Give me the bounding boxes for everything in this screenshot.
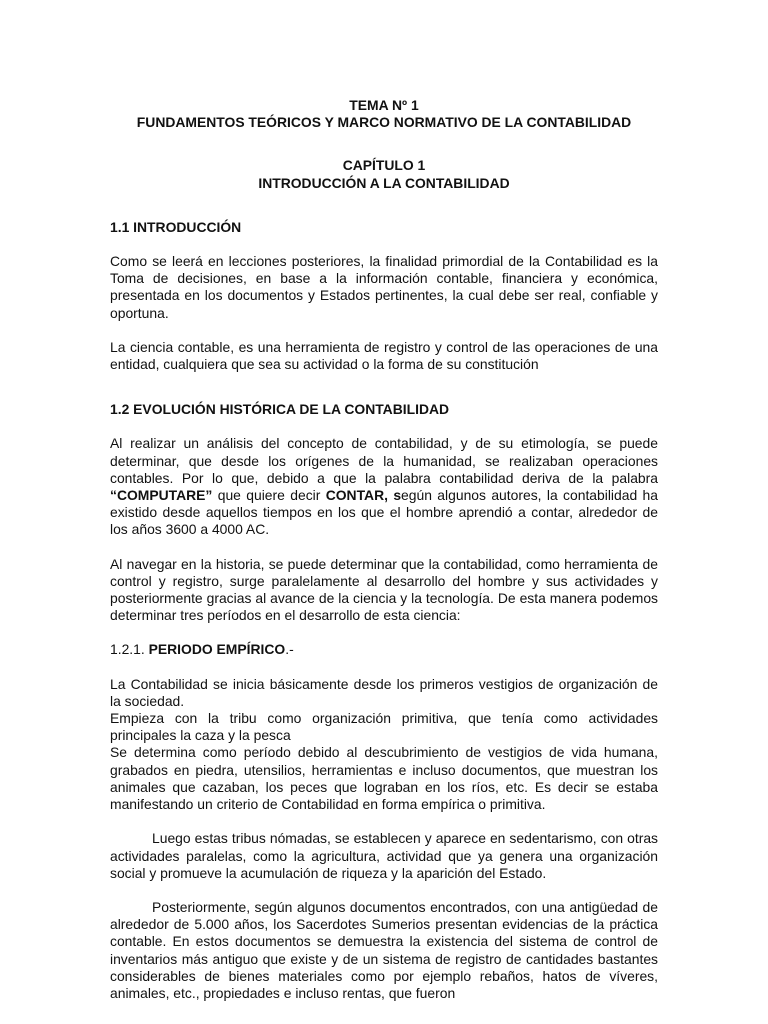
document-page [110, 97, 658, 1002]
chapter-number: CAPÍTULO 1 [342, 157, 426, 174]
section-1-2-1-paragraph-2: Luego estas tribus nómadas, se establecen y aparece en sedentarismo, con otras actividades paralelas, como la agricultura, actividad que ya genera una organización social y promueve la acumulación de riqueza y la aparición del Estado. [110, 830, 658, 881]
section-1-1-heading: 1.1 INTRODUCCIÓN [110, 218, 242, 235]
section-1-2-paragraph-2: Al navegar en la historia, se puede determinar que la contabilidad, como herramienta de control y registro, surge paralelamente al desarrollo del hombre y sus actividades y posteriormente gracias al avance de la ciencia y la tecnología. De esta manera podemos determinar tres períodos en el desarrollo de esta ciencia: [110, 555, 658, 624]
p1-text-a: Al realizar un análisis del concepto de contabilidad, y de su etimología, se puede determinar, que desde los orígenes de la humanidad, se realizaban operaciones contables. Por lo que, debido a que la palabra contabilidad deriva de la palabra [110, 435, 658, 486]
subsection-suffix: .- [285, 641, 294, 658]
chapter-title: INTRODUCCIÓN A LA CONTABILIDAD [258, 174, 510, 191]
section-1-2-1-paragraph-3: Posteriormente, según algunos documentos encontrados, con una antigüedad de alrededor de 5.000 años, los Sacerdotes Sumerios presentan evidencias de la práctica contable. En estos documentos se demuestra la existencia del sistema de control de inventarios más antiguo que existe y de un sistema de registro de cantidades bastantes considerables de bienes materiales como por ejemplo rebaños, hatos de víveres, animales, etc., propiedades e incluso rentas, que fueron [110, 898, 658, 1001]
section-1-2-1-heading [110, 641, 658, 658]
computare-term: “COMPUTARE” [110, 487, 213, 504]
section-1-2-1-line-3: Se determina como período debido al descubrimiento de vestigios de vida humana, grabados en piedra, utensilios, herramientas e incluso documentos, que muestran los animales que cazaban, los peces que lograban en los ríos, etc. Es decir se estaba manifestando un criterio de Contabilidad en forma empírica o primitiva. [110, 744, 658, 813]
section-1-1-paragraph-1: Como se leerá en lecciones posteriores, la finalidad primordial de la Contabilidad es la Toma de decisiones, en base a la información contable, financiera y económica, presentada en los documentos y Estados pertinentes, la cual debe ser real, confiable y oportuna. [110, 253, 658, 321]
p1-text-e: egún algunos autores, la contabilidad ha existido desde aquellos tiempos en los que el hombre aprendió a contar, alrededor de los años 3600 a 4000 AC. [110, 487, 658, 538]
section-1-1-paragraph-2: La ciencia contable, es una herramienta de registro y control de las operaciones de una entidad, cualquiera que sea su actividad o la forma de su constitución [110, 338, 658, 373]
tema-number: TEMA Nº 1 [349, 97, 419, 113]
section-1-2-heading: 1.2 EVOLUCIÓN HISTÓRICA DE LA CONTABILIDAD [110, 401, 450, 418]
section-1-2-1-line-2: Empieza con la tribu como organización primitiva, que tenía como actividades principales la caza y la pesca [110, 710, 658, 744]
subsection-number: 1.2.1. [110, 641, 149, 658]
p1-text-c: que quiere decir [212, 487, 326, 504]
subsection-title: PERIODO EMPÍRICO [148, 641, 286, 658]
section-1-2-paragraph-1 [110, 435, 658, 538]
contar-term: CONTAR, s [325, 487, 402, 504]
tema-title: FUNDAMENTOS TEÓRICOS Y MARCO NORMATIVO DE LA CONTABILIDAD [136, 114, 632, 131]
section-1-2-1-line-1: La Contabilidad se inicia básicamente desde los primeros vestigios de organización de la sociedad. [110, 675, 658, 709]
